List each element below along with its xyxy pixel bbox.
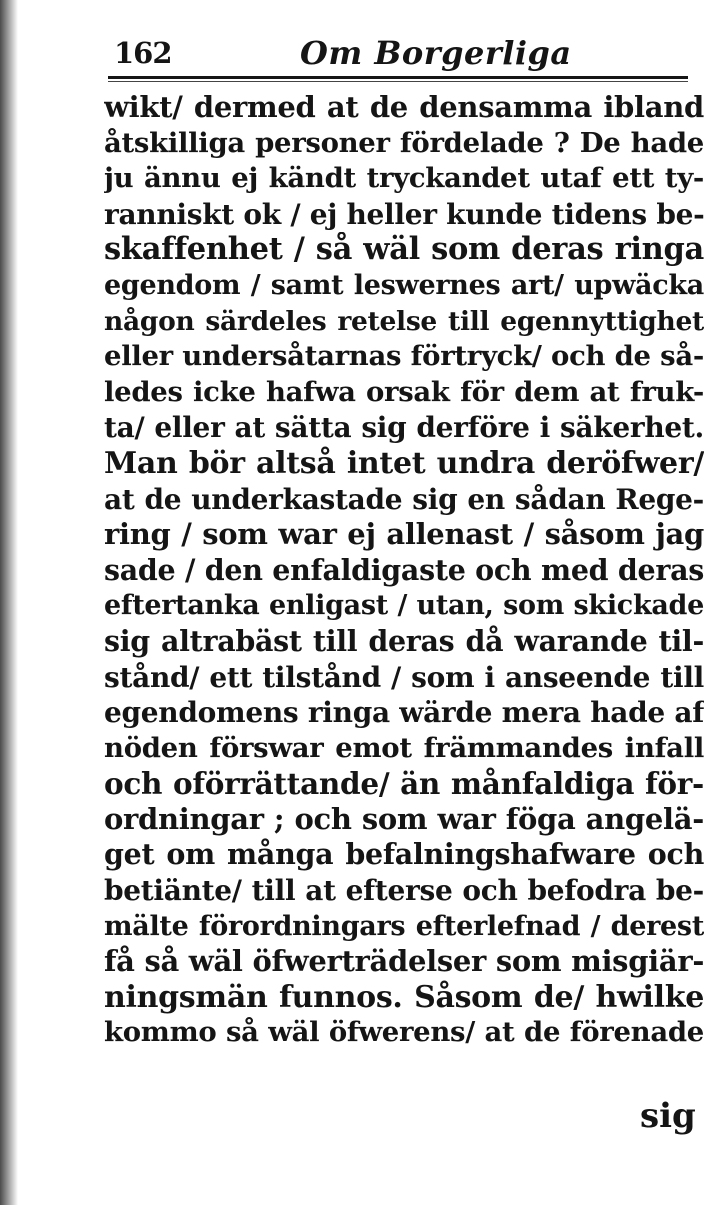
text-line: stånd/ ett tilstånd / som i anseende till: [104, 660, 704, 694]
text-line: sig altrabäst till deras då warande til-: [104, 623, 704, 658]
text-line: ring / som war ej allenast / såsom jag: [104, 517, 704, 552]
text-line: kommo så wäl öfwerens/ at de förenade: [104, 1016, 704, 1049]
header-rule-thin: [108, 81, 688, 82]
text-line: skaffenhet / så wäl som deras ringa: [104, 232, 704, 268]
text-line: ranniskt ok / ej heller kunde tidens be-: [104, 197, 704, 231]
text-line: eftertanka enligast / utan, som skickade: [104, 590, 704, 622]
text-line: sade / den enfaldigaste och med deras: [104, 552, 704, 587]
text-line: wikt/ dermed at de densamma ibland: [104, 90, 704, 124]
text-line: ju ännu ej kändt tryckandet utaf ett ty-: [104, 162, 704, 195]
body-text: [104, 90, 704, 1051]
page-header: [100, 30, 700, 78]
text-line: egendomens ringa wärde mera hade af: [104, 696, 704, 730]
text-line: åtskilliga personer fördelade ? De hade: [104, 126, 704, 159]
text-line: Man bör altså intet undra deröfwer/: [104, 445, 704, 481]
page-number: 162: [114, 36, 172, 70]
running-head: Om Borgerliga: [300, 34, 572, 72]
text-line: mälte förordningars efterlefnad / derest: [104, 910, 704, 942]
text-line: nöden förswar emot främmandes infall: [104, 731, 704, 764]
text-line: get om många befalningshafware och: [104, 837, 704, 872]
header-rule: [108, 76, 688, 79]
text-line: få så wäl öfwerträdelser som misgiär-: [104, 944, 704, 979]
text-line: någon särdeles retelse till egennyttighet: [104, 305, 704, 337]
text-line: ningsmän funnos. Såsom de/ hwilke: [104, 979, 704, 1015]
text-line: egendom / samt leswernes art/ upwäcka: [104, 269, 704, 301]
page-gutter-shadow: [0, 0, 18, 1205]
text-line: och oförrättande/ än månfaldiga för-: [104, 766, 704, 802]
text-line: ta/ eller at sätta sig derföre i säkerhet.: [104, 411, 704, 445]
text-line: betiänte/ till at efterse och befodra be-: [104, 874, 704, 908]
text-line: eller undersåtarnas förtryck/ och de så-: [104, 340, 704, 373]
text-line: ordningar ; och som war föga angelä-: [104, 801, 704, 836]
catchword: sig: [640, 1096, 696, 1136]
text-line: ledes icke hafwa orsak för dem at fruk-: [104, 375, 704, 408]
text-line: at de underkastade sig en sådan Rege-: [104, 482, 704, 516]
